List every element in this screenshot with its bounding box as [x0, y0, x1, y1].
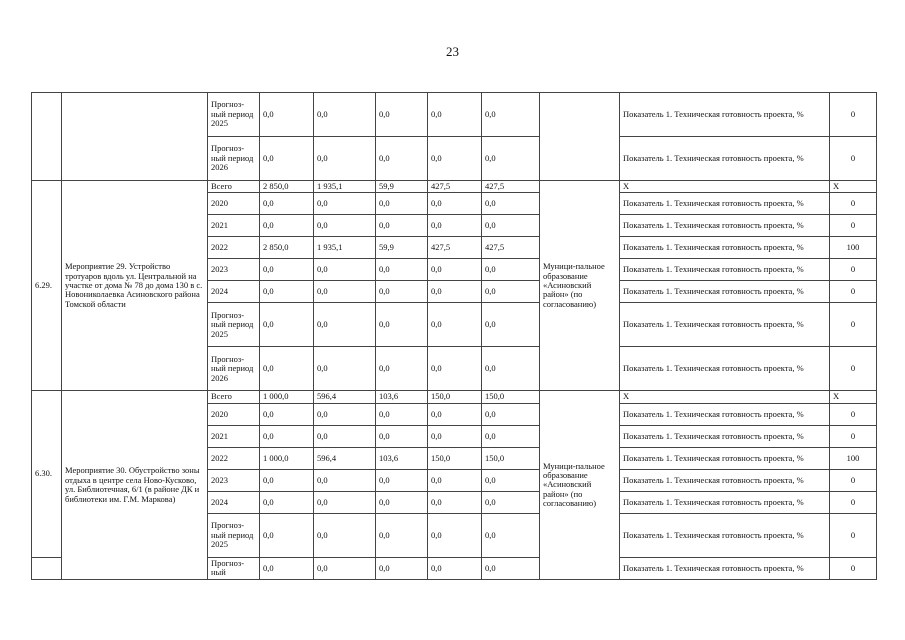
amount-cell: 0,0 [260, 425, 314, 447]
table-row [32, 391, 877, 403]
amount-cell: 0,0 [482, 137, 540, 181]
amount-cell: 0,0 [428, 491, 482, 513]
amount-cell: 0,0 [482, 469, 540, 491]
indicator-cell: Показатель 1. Техническая готовность проекта, % [620, 237, 830, 259]
amount-cell: 0,0 [260, 259, 314, 281]
amount-cell: 0,0 [314, 403, 376, 425]
amount-cell: 0,0 [482, 347, 540, 391]
amount-cell: 150,0 [428, 447, 482, 469]
target-cell: 0 [830, 403, 877, 425]
amount-cell: 1 000,0 [260, 391, 314, 403]
amount-cell: 0,0 [376, 403, 428, 425]
period-cell: 2021 [208, 215, 260, 237]
amount-cell: 0,0 [314, 281, 376, 303]
amount-cell: 0,0 [428, 281, 482, 303]
amount-cell: 0,0 [314, 259, 376, 281]
indicator-cell: Показатель 1. Техническая готовность проекта, % [620, 193, 830, 215]
amount-cell: 0,0 [376, 557, 428, 579]
amount-cell: 0,0 [260, 137, 314, 181]
indicator-cell: Показатель 1. Техническая готовность проекта, % [620, 93, 830, 137]
amount-cell: 0,0 [376, 469, 428, 491]
target-cell: 0 [830, 259, 877, 281]
period-cell: 2020 [208, 193, 260, 215]
amount-cell: 0,0 [314, 425, 376, 447]
measure-name-cell [62, 93, 208, 181]
amount-cell: 59,9 [376, 237, 428, 259]
amount-cell: 2 850,0 [260, 237, 314, 259]
amount-cell: 0,0 [376, 93, 428, 137]
target-cell: 0 [830, 513, 877, 557]
amount-cell: 0,0 [376, 491, 428, 513]
amount-cell: 0,0 [428, 215, 482, 237]
amount-cell: 596,4 [314, 391, 376, 403]
amount-cell: 0,0 [260, 469, 314, 491]
amount-cell: 1 000,0 [260, 447, 314, 469]
number-cell [32, 93, 62, 181]
target-cell: 0 [830, 347, 877, 391]
amount-cell: 0,0 [428, 469, 482, 491]
amount-cell: 2 850,0 [260, 181, 314, 193]
amount-cell: 0,0 [482, 557, 540, 579]
amount-cell: 0,0 [314, 137, 376, 181]
indicator-cell: Показатель 1. Техническая готовность проекта, % [620, 469, 830, 491]
amount-cell: 0,0 [482, 259, 540, 281]
amount-cell: 0,0 [376, 347, 428, 391]
amount-cell: 0,0 [314, 513, 376, 557]
amount-cell: 0,0 [314, 193, 376, 215]
indicator-cell: Показатель 1. Техническая готовность проекта, % [620, 425, 830, 447]
page-number: 23 [446, 44, 459, 59]
amount-cell: 0,0 [482, 215, 540, 237]
amount-cell: 427,5 [428, 181, 482, 193]
amount-cell: 0,0 [260, 403, 314, 425]
executor-cell: Муници-пальное образование «Асиновский район» (по согласованию) [540, 391, 620, 579]
indicator-cell: Показатель 1. Техническая готовность проекта, % [620, 447, 830, 469]
indicator-cell: Показатель 1. Техническая готовность проекта, % [620, 259, 830, 281]
amount-cell: 0,0 [260, 513, 314, 557]
amount-cell: 427,5 [482, 181, 540, 193]
period-cell: 2022 [208, 237, 260, 259]
amount-cell: 0,0 [314, 469, 376, 491]
amount-cell: 0,0 [428, 557, 482, 579]
period-cell: 2023 [208, 469, 260, 491]
target-cell: 100 [830, 237, 877, 259]
target-cell: 0 [830, 281, 877, 303]
amount-cell: 1 935,1 [314, 237, 376, 259]
amount-cell: 103,6 [376, 447, 428, 469]
amount-cell: 0,0 [428, 513, 482, 557]
amount-cell: 0,0 [482, 513, 540, 557]
indicator-cell: Х [620, 181, 830, 193]
amount-cell: 1 935,1 [314, 181, 376, 193]
target-cell: 0 [830, 469, 877, 491]
amount-cell: 0,0 [314, 93, 376, 137]
amount-cell: 0,0 [482, 193, 540, 215]
indicator-cell: Х [620, 391, 830, 403]
amount-cell: 0,0 [428, 259, 482, 281]
amount-cell: 0,0 [376, 281, 428, 303]
period-cell: Прогноз-ный [208, 557, 260, 579]
amount-cell: 0,0 [314, 491, 376, 513]
amount-cell: 0,0 [314, 215, 376, 237]
executor-cell: Муници-пальное образование «Асиновский район» (по согласованию) [540, 181, 620, 391]
period-cell: Прогноз-ный период 2026 [208, 137, 260, 181]
amount-cell: 150,0 [482, 391, 540, 403]
period-cell: 2024 [208, 281, 260, 303]
period-cell: Прогноз-ный период 2025 [208, 93, 260, 137]
amount-cell: 103,6 [376, 391, 428, 403]
target-cell: 0 [830, 425, 877, 447]
amount-cell: 0,0 [428, 403, 482, 425]
amount-cell: 0,0 [314, 303, 376, 347]
amount-cell: 0,0 [376, 303, 428, 347]
amount-cell: 0,0 [482, 303, 540, 347]
measure-number: 6.30. [32, 391, 62, 557]
indicator-cell: Показатель 1. Техническая готовность проекта, % [620, 513, 830, 557]
amount-cell: 0,0 [260, 347, 314, 391]
amount-cell: 150,0 [428, 391, 482, 403]
amount-cell: 0,0 [428, 303, 482, 347]
amount-cell: 0,0 [376, 513, 428, 557]
table-row [32, 181, 877, 193]
amount-cell: 0,0 [482, 403, 540, 425]
period-cell: 2023 [208, 259, 260, 281]
measure-number: 6.29. [32, 181, 62, 391]
target-cell: 0 [830, 215, 877, 237]
period-cell: 2022 [208, 447, 260, 469]
period-cell: 2021 [208, 425, 260, 447]
amount-cell: 0,0 [376, 259, 428, 281]
amount-cell: 0,0 [260, 491, 314, 513]
target-cell: 0 [830, 557, 877, 579]
amount-cell: 0,0 [482, 425, 540, 447]
amount-cell: 0,0 [428, 425, 482, 447]
indicator-cell: Показатель 1. Техническая готовность проекта, % [620, 303, 830, 347]
target-cell: 0 [830, 303, 877, 347]
amount-cell: 0,0 [260, 303, 314, 347]
amount-cell: 0,0 [428, 193, 482, 215]
indicator-cell: Показатель 1. Техническая готовность проекта, % [620, 215, 830, 237]
period-cell: Всего [208, 391, 260, 403]
amount-cell: 427,5 [428, 237, 482, 259]
measure-name: Мероприятие 30. Обустройство зоны отдыха в центре села Ново-Кусково, ул. Библиотечная, 6/1 (в районе ДК и библиотеки им. Г.М. Маркова) [62, 391, 208, 579]
table-row [32, 93, 877, 137]
target-cell: 0 [830, 137, 877, 181]
amount-cell: 0,0 [260, 193, 314, 215]
amount-cell: 0,0 [260, 215, 314, 237]
target-cell: Х [830, 391, 877, 403]
measure-name: Мероприятие 29. Устройство тротуаров вдоль ул. Центральной на участке от дома № 78 до дома 130 в с. Новониколаевка Асиновского района Томской области [62, 181, 208, 391]
amount-cell: 0,0 [260, 557, 314, 579]
amount-cell: 0,0 [260, 93, 314, 137]
amount-cell: 0,0 [260, 281, 314, 303]
period-cell: Прогноз-ный период 2025 [208, 513, 260, 557]
target-cell: 0 [830, 93, 877, 137]
period-cell: Прогноз-ный период 2026 [208, 347, 260, 391]
amount-cell: 0,0 [376, 425, 428, 447]
amount-cell: 0,0 [428, 347, 482, 391]
amount-cell: 0,0 [482, 93, 540, 137]
amount-cell: 0,0 [482, 281, 540, 303]
amount-cell: 427,5 [482, 237, 540, 259]
period-cell: Прогноз-ный период 2025 [208, 303, 260, 347]
target-cell: 0 [830, 193, 877, 215]
period-cell: 2024 [208, 491, 260, 513]
amount-cell: 596,4 [314, 447, 376, 469]
indicator-cell: Показатель 1. Техническая готовность проекта, % [620, 557, 830, 579]
program-measures-table [31, 92, 877, 580]
indicator-cell: Показатель 1. Техническая готовность проекта, % [620, 281, 830, 303]
period-cell: Всего [208, 181, 260, 193]
number-cell [32, 557, 62, 579]
amount-cell: 0,0 [376, 137, 428, 181]
amount-cell: 0,0 [314, 347, 376, 391]
amount-cell: 0,0 [376, 193, 428, 215]
amount-cell: 0,0 [428, 93, 482, 137]
target-cell: 0 [830, 491, 877, 513]
indicator-cell: Показатель 1. Техническая готовность проекта, % [620, 403, 830, 425]
executor-cell [540, 93, 620, 181]
amount-cell: 59,9 [376, 181, 428, 193]
target-cell: 100 [830, 447, 877, 469]
indicator-cell: Показатель 1. Техническая готовность проекта, % [620, 137, 830, 181]
indicator-cell: Показатель 1. Техническая готовность проекта, % [620, 491, 830, 513]
amount-cell: 0,0 [314, 557, 376, 579]
amount-cell: 150,0 [482, 447, 540, 469]
amount-cell: 0,0 [482, 491, 540, 513]
amount-cell: 0,0 [428, 137, 482, 181]
amount-cell: 0,0 [376, 215, 428, 237]
indicator-cell: Показатель 1. Техническая готовность проекта, % [620, 347, 830, 391]
target-cell: Х [830, 181, 877, 193]
period-cell: 2020 [208, 403, 260, 425]
